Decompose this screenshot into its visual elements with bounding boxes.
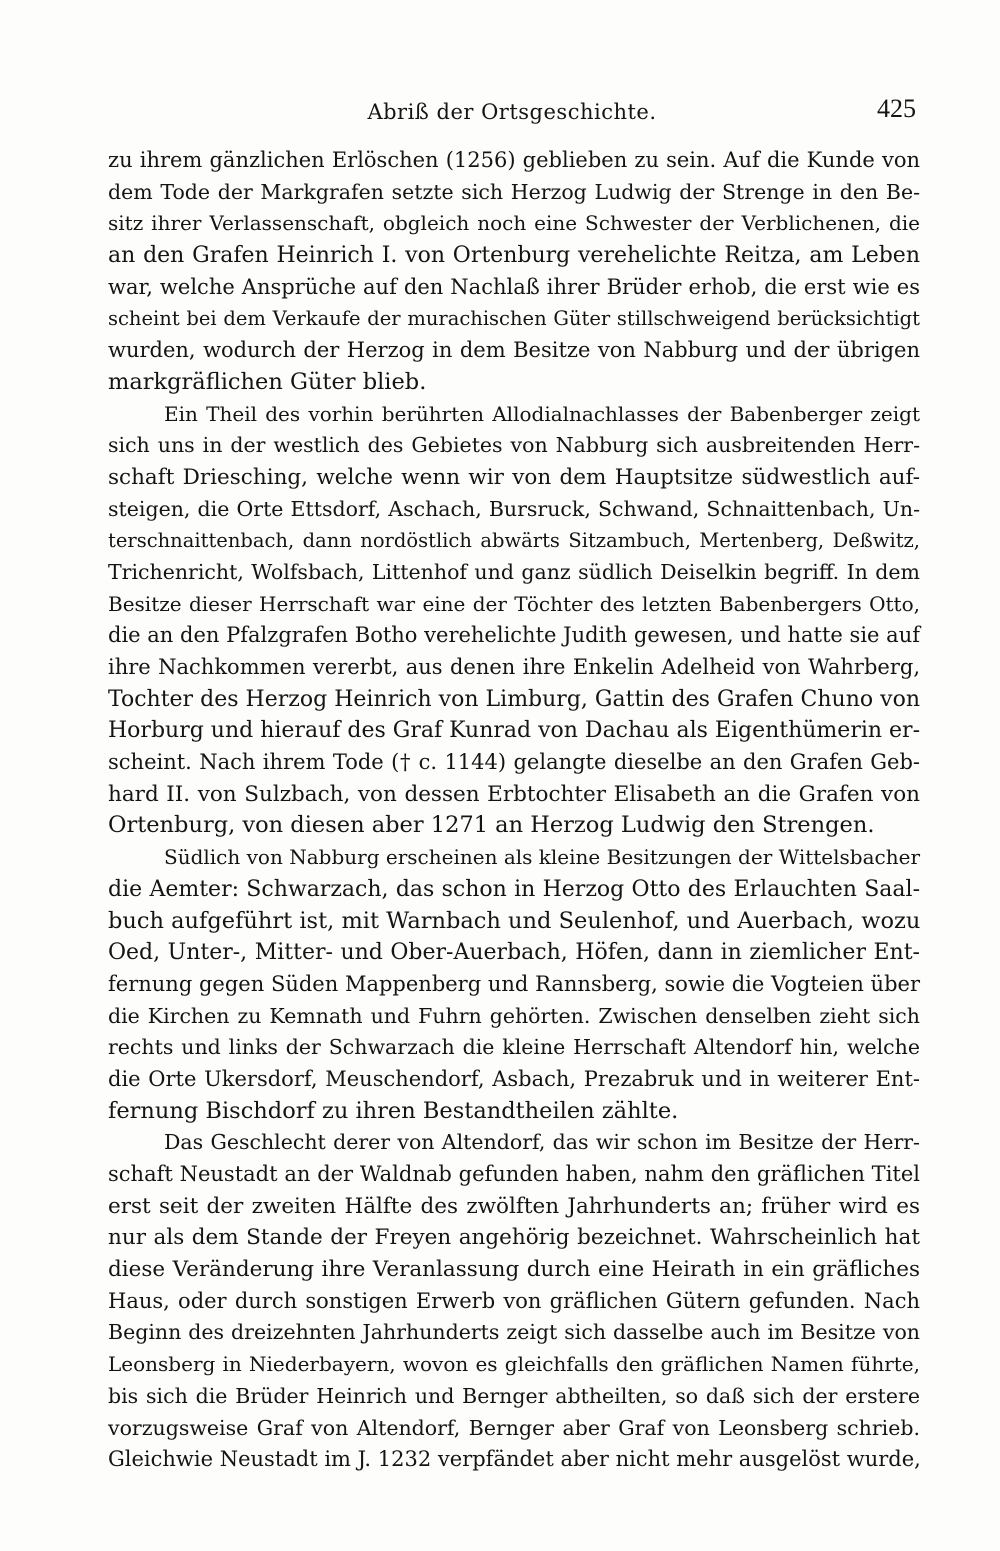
text-line: wurden, wodurch der Herzog in dem Besitze von Nabburg und der übrigen [108, 338, 920, 363]
text-line: an den Grafen Heinrich I. von Ortenburg verehelichte Reitza, am Leben [108, 243, 920, 269]
text-line: fernung gegen Süden Mappenberg und Rannsberg, sowie die Vogteien über [108, 971, 920, 996]
text-line: hard II. von Sulzbach, von dessen Erbtochter Elisabeth an die Grafen von [108, 781, 920, 807]
running-title: Abriß der Ortsgeschichte. [367, 100, 657, 124]
text-line: Trichenricht, Wolfsbach, Littenhof und ganz südlich Deiselkin begriff. In dem [108, 559, 920, 584]
text-line: scheint bei dem Verkaufe der murachischen Güter stillschweigend berücksichtigt [108, 307, 920, 331]
text-line: war, welche Ansprüche auf den Nachlaß ihrer Brüder erhob, die erst wie es [108, 274, 920, 299]
text-line: die Aemter: Schwarzach, das schon in Herzog Otto des Erlauchten Saal- [108, 876, 920, 902]
text-line: Ein Theil des vorhin berührten Allodialnachlasses der Babenberger zeigt [164, 401, 920, 426]
text-line: Oed, Unter-, Mitter- und Ober-Auerbach, Höfen, dann in ziemlicher Ent- [108, 940, 920, 966]
text-line: erst seit der zweiten Hälfte des zwölften Jahrhunderts an; früher wird es [108, 1193, 920, 1219]
text-line: markgräflichen Güter blieb. [108, 368, 427, 395]
text-line: sitz ihrer Verlassenschaft, obgleich noch eine Schwester der Verblichenen, die [108, 211, 920, 236]
text-line: dem Tode der Markgrafen setzte sich Herzog Ludwig der Strenge in den Be- [108, 179, 920, 204]
running-head [108, 92, 916, 132]
text-line: vorzugsweise Graf von Altendorf, Bernger aber Graf von Leonsberg schrieb. [108, 1415, 920, 1440]
text-line: Leonsberg in Niederbayern, wovon es gleichfalls den gräflichen Namen führte, [108, 1352, 920, 1377]
text-line: diese Veränderung ihre Veranlassung durch eine Heirath in ein gräfliches [108, 1257, 920, 1283]
text-line: Horburg und hierauf des Graf Kunrad von Dachau als Eigenthümerin er- [108, 718, 921, 744]
text-line: Ortenburg, von diesen aber 1271 an Herzog Ludwig den Strengen. [108, 812, 875, 839]
text-line: Das Geschlecht derer von Altendorf, das wir schon im Besitze der Herr- [164, 1130, 920, 1155]
page-number: 425 [877, 94, 916, 123]
text-line: ihre Nachkommen vererbt, aus denen ihre Enkelin Adelheid von Wahrberg, [108, 655, 920, 679]
text-line: rechts und links der Schwarzach die kleine Herrschaft Altendorf hin, welche [108, 1035, 920, 1060]
text-line: schaft Neustadt an der Waldnab gefunden haben, nahm den gräflichen Titel [108, 1162, 920, 1186]
text-line: zu ihrem gänzlichen Erlöschen (1256) geblieben zu sein. Auf die Kunde von [108, 148, 920, 172]
text-line: fernung Bischdorf zu ihren Bestandtheilen zählte. [108, 1097, 679, 1124]
text-line: Gleichwie Neustadt im J. 1232 verpfändet aber nicht mehr ausgelöst wurde, [108, 1447, 921, 1472]
text-line: die an den Pfalzgrafen Botho verehelichte Judith gewesen, und hatte sie auf [108, 623, 920, 648]
text-line: buch aufgeführt ist, mit Warnbach und Seulenhof, und Auerbach, wozu [108, 907, 921, 934]
text-line: Haus, oder durch sonstigen Erwerb von gräflichen Gütern gefunden. Nach [108, 1288, 920, 1313]
text-line: die Orte Ukersdorf, Meuschendorf, Asbach, Prezabruk und in weiterer Ent- [108, 1066, 920, 1091]
text-line: steigen, die Orte Ettsdorf, Aschach, Bursruck, Schwand, Schnaittenbach, Un- [108, 496, 920, 521]
text-line: die Kirchen zu Kemnath und Fuhrn gehörten. Zwischen denselben zieht sich [108, 1003, 920, 1028]
text-line: Tochter des Herzog Heinrich von Limburg, Gattin des Grafen Chuno von [108, 686, 920, 712]
body-text [108, 145, 920, 1476]
text-line: bis sich die Brüder Heinrich und Bernger abtheilten, so daß sich der erstere [108, 1383, 920, 1408]
text-line: Südlich von Nabburg erscheinen als kleine Besitzungen der Wittelsbacher [164, 845, 920, 870]
text-line: terschnaittenbach, dann nordöstlich abwärts Sitzambuch, Mertenberg, Deßwitz, [108, 529, 920, 553]
text-line: Beginn des dreizehnten Jahrhunderts zeigt sich dasselbe auch im Besitze von [108, 1320, 920, 1345]
text-line: scheint. Nach ihrem Tode († c. 1144) gelangte dieselbe an den Grafen Geb- [108, 750, 920, 775]
text-line: nur als dem Stande der Freyen angehörig bezeichnet. Wahrscheinlich hat [108, 1225, 920, 1251]
text-line: sich uns in der westlich des Gebietes von Nabburg sich ausbreitenden Herr- [108, 433, 920, 458]
text-line: schaft Driesching, welche wenn wir von dem Hauptsitze südwestlich auf- [108, 464, 920, 490]
text-line: Besitze dieser Herrschaft war eine der Töchter des letzten Babenbergers Otto, [108, 591, 920, 616]
